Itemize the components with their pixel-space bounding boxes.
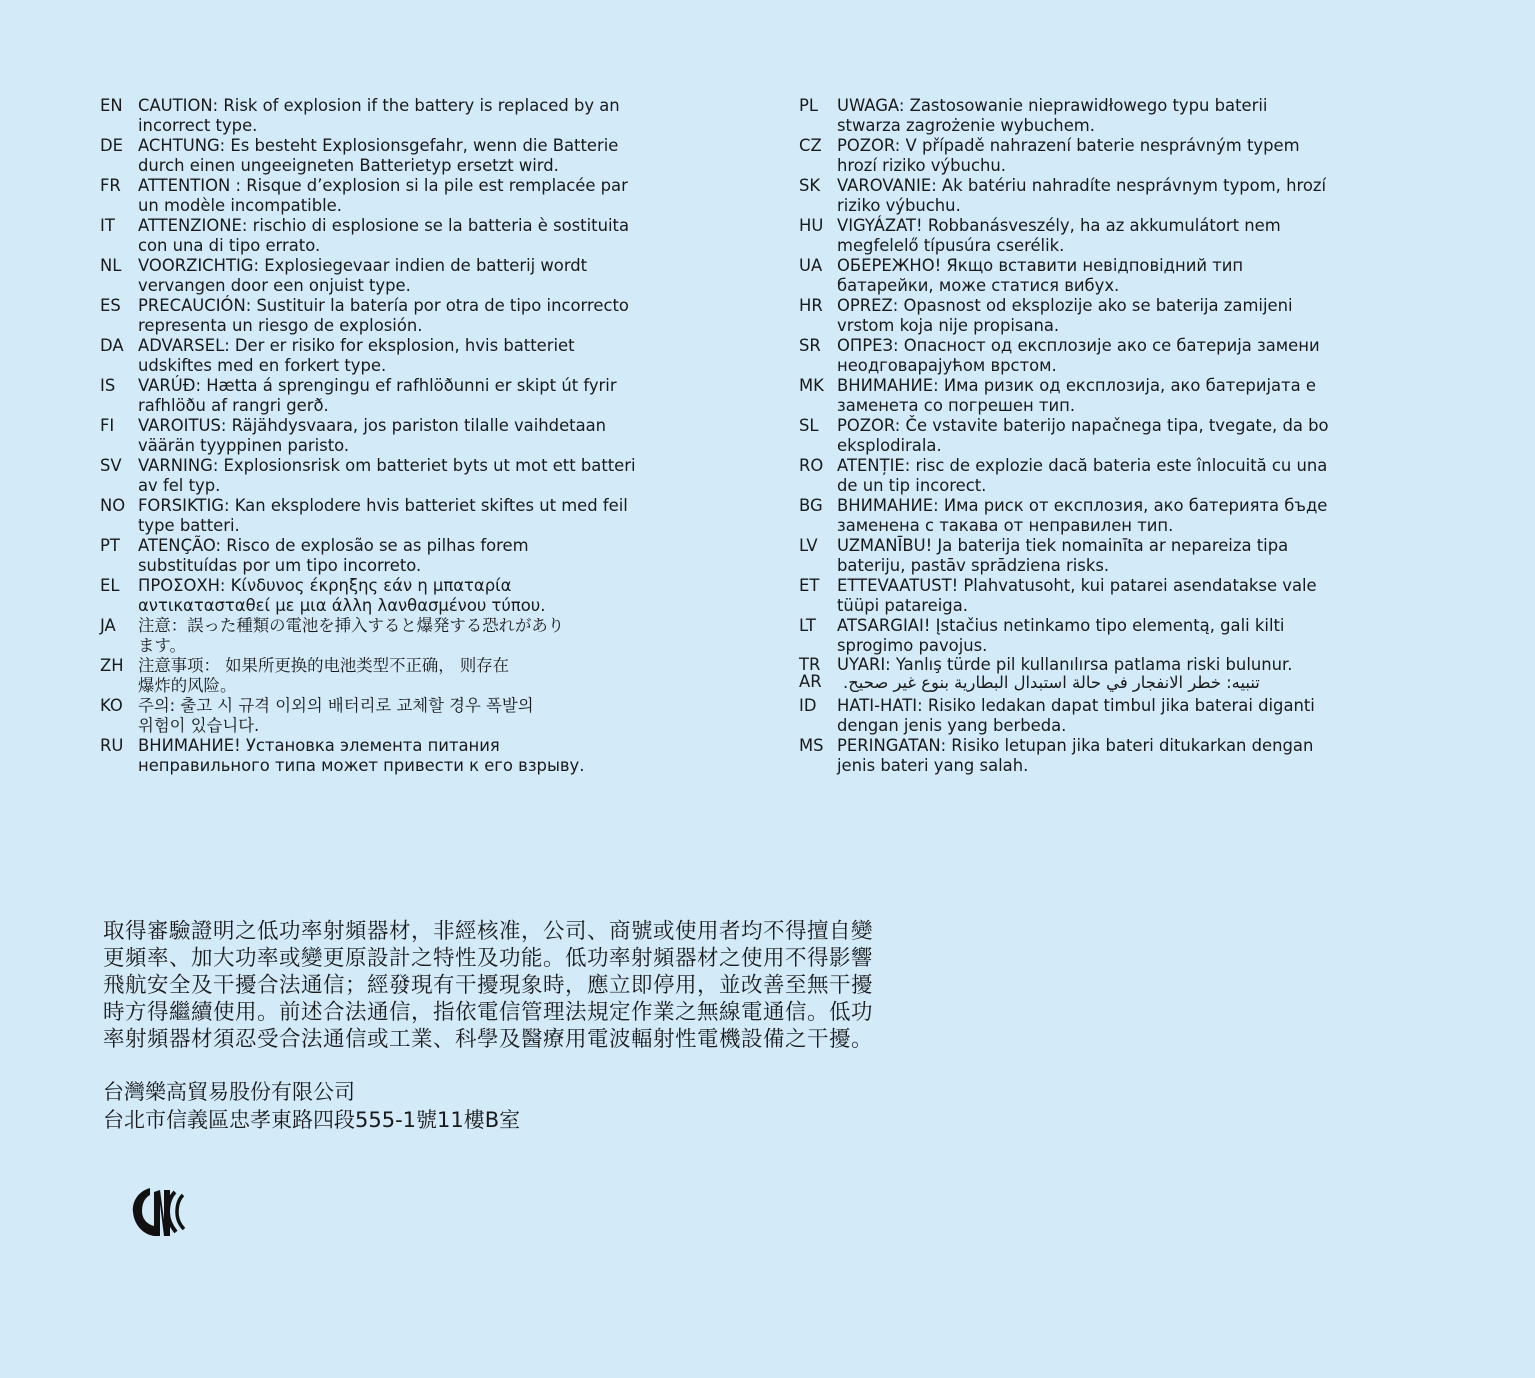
warning-text: VIGYÁZAT! Robbanásveszély, ha az akkumulátort nem megfelelő típusúra cserélik. — [837, 216, 1281, 255]
warning-text: VAROVANIE: Ak batériu nahradíte nesprávnym typom, hrozí riziko výbuchu. — [837, 176, 1327, 215]
company-name: 台灣樂高貿易股份有限公司 — [103, 1080, 355, 1104]
warning-text: ОБЕРЕЖНО! Якщо вставити невідповідний тип батарейки, може статися вибух. — [837, 256, 1244, 295]
lang-code: SR — [799, 336, 821, 355]
lang-code-ar: AR — [799, 672, 822, 691]
warning-pl — [799, 96, 1359, 136]
ncc-notice-line: 率射頻器材須忍受合法通信或工業、科學及醫療用電波輻射性電機設備之干擾。 — [103, 1027, 874, 1052]
warning-sk — [799, 176, 1359, 216]
warning-hu — [799, 216, 1359, 256]
warning-is — [100, 376, 660, 416]
warning-mk — [799, 376, 1359, 416]
warning-text-tr: UYARI: Yanlış türde pil kullanılırsa patlama riski bulunur. — [837, 655, 1293, 674]
lang-code: JA — [100, 616, 116, 635]
warning-text: 주의: 출고 시 규격 이외의 배터리로 교체할 경우 폭발의 위험이 있습니다. — [138, 696, 534, 735]
warnings-left-column — [100, 96, 660, 776]
warning-sv — [100, 456, 660, 496]
warning-et — [799, 576, 1359, 616]
warning-ms — [799, 736, 1359, 776]
lang-code: PT — [100, 536, 120, 555]
lang-code: HU — [799, 216, 824, 235]
warning-hr — [799, 296, 1359, 336]
lang-code: ID — [799, 696, 817, 715]
warning-text: ATTENZIONE: rischio di esplosione se la batteria è sostituita con una di tipo errato. — [138, 216, 630, 255]
company-address: 台北市信義區忠孝東路四段555-1號11樓B室 — [103, 1108, 521, 1132]
warning-nl — [100, 256, 660, 296]
warning-text: ETTEVAATUST! Plahvatusoht, kui patarei asendatakse vale tüüpi patareiga. — [837, 576, 1317, 615]
lang-code: LV — [799, 536, 818, 555]
warning-fr — [100, 176, 660, 216]
warning-text: POZOR: V případě nahrazení baterie nesprávným typem hrozí riziko výbuchu. — [837, 136, 1300, 175]
lang-code: EL — [100, 576, 120, 595]
warning-pt — [100, 536, 660, 576]
lang-code: NL — [100, 256, 122, 275]
warning-bg — [799, 496, 1359, 536]
warning-text-stack — [837, 656, 1359, 692]
warning-text: ВНИМАНИЕ: Има риск от експлозия, ако батерията бъде заменена с такава от неправилен тип. — [837, 496, 1328, 535]
warning-de — [100, 136, 660, 176]
warning-lv — [799, 536, 1359, 576]
lang-code: UA — [799, 256, 823, 275]
ncc-notice — [103, 918, 883, 1053]
warning-fi — [100, 416, 660, 456]
warnings-right-column — [799, 96, 1359, 776]
warning-text: PRECAUCIÓN: Sustituir la batería por otra de tipo incorrecto representa un riesgo de explosión. — [138, 296, 629, 335]
lang-code: ET — [799, 576, 820, 595]
lang-code: SK — [799, 176, 821, 195]
warning-id — [799, 696, 1359, 736]
lang-code: FR — [100, 176, 121, 195]
warning-text: OPREZ: Opasnost od eksplozije ako se baterija zamijeni vrstom koja nije propisana. — [837, 296, 1293, 335]
warning-text: VAROITUS: Räjähdysvaara, jos pariston tilalle vaihdetaan väärän tyyppinen paristo. — [138, 416, 607, 455]
warning-text: ΠΡΟΣΟΧΗ: Κίνδυνος έκρηξης εάν η μπαταρία αντικατασταθεί με μια άλλη λανθασμένου τύπου. — [138, 576, 546, 615]
warning-text: ВНИМАНИЕ: Има ризик од експлозија, ако батеријата е заменета со погрешен тип. — [837, 376, 1316, 415]
warning-text: ADVARSEL: Der er risiko for eksplosion, hvis batteriet udskiftes med en forkert type. — [138, 336, 575, 375]
company-info — [103, 1078, 803, 1134]
warning-text: ОПРЕЗ: Опасност од експлозије ако се батерија замени неодговарајућом врстом. — [837, 336, 1320, 375]
warning-text: UWAGA: Zastosowanie nieprawidłowego typu baterii stwarza zagrożenie wybuchem. — [837, 96, 1268, 135]
ncc-logo-icon — [130, 1180, 190, 1240]
warning-ko — [100, 696, 660, 736]
lang-code: SL — [799, 416, 819, 435]
lang-code: FI — [100, 416, 115, 435]
warning-text: FORSIKTIG: Kan eksplodere hvis batteriet skiftes ut med feil type batteri. — [138, 496, 628, 535]
warning-text: ATTENTION : Risque d’explosion si la pile est remplacée par un modèle incompatible. — [138, 176, 628, 215]
warning-sl — [799, 416, 1359, 456]
lang-code: MS — [799, 736, 824, 755]
warning-text-ar: تنبيه: خطر الانفجار في حالة استبدال البطارية بنوع غير صحيح. — [843, 673, 1260, 692]
lang-code: BG — [799, 496, 823, 515]
warning-text: VOORZICHTIG: Explosiegevaar indien de batterij wordt vervangen door een onjuist type. — [138, 256, 588, 295]
warning-text: ATENȚIE: risc de explozie dacă bateria este înlocuită cu una de un tip incorect. — [837, 456, 1328, 495]
lang-code: PL — [799, 96, 819, 115]
lang-code: EN — [100, 96, 123, 115]
ncc-notice-line: 飛航安全及干擾合法通信；經發現有干擾現象時，應立即停用，並改善至無干擾 — [103, 973, 874, 998]
warning-es — [100, 296, 660, 336]
lang-code: IT — [100, 216, 115, 235]
ncc-notice-line: 時方得繼續使用。前述合法通信，指依電信管理法規定作業之無線電通信。低功 — [103, 1000, 874, 1025]
warning-en — [100, 96, 660, 136]
warning-it — [100, 216, 660, 256]
lang-codes — [799, 656, 837, 690]
warning-text: VARÚÐ: Hætta á sprengingu ef rafhlöðunni er skipt út fyrir rafhlöðu af rangri gerð. — [138, 376, 617, 415]
warning-text: UZMANĪBU! Ja baterija tiek nomainīta ar nepareiza tipa bateriju, pastāv sprādziena risks. — [837, 536, 1289, 575]
warning-text: 注意事项： 如果所更换的电池类型不正确， 则存在 爆炸的风险。 — [138, 656, 510, 695]
lang-code: MK — [799, 376, 824, 395]
warning-el — [100, 576, 660, 616]
warning-lt — [799, 616, 1359, 656]
ncc-notice-line: 取得審驗證明之低功率射頻器材，非經核准，公司、商號或使用者均不得擅自變 — [103, 919, 874, 944]
lang-code: CZ — [799, 136, 822, 155]
warning-text: VARNING: Explosionsrisk om batteriet byts ut mot ett batteri av fel typ. — [138, 456, 636, 495]
warning-ru — [100, 736, 660, 776]
warning-text: ATSARGIAI! Įstačius netinkamo tipo elementą, gali kilti sprogimo pavojus. — [837, 616, 1285, 655]
lang-code: IS — [100, 376, 116, 395]
lang-code-tr: TR — [799, 655, 821, 674]
warning-cz — [799, 136, 1359, 176]
lang-code: KO — [100, 696, 123, 715]
lang-code: RU — [100, 736, 124, 755]
warning-ja — [100, 616, 660, 656]
lang-code: LT — [799, 616, 816, 635]
ncc-notice-line: 更頻率、加大功率或變更原設計之特性及功能。低功率射頻器材之使用不得影響 — [103, 946, 874, 971]
lang-code: DA — [100, 336, 124, 355]
lang-code: NO — [100, 496, 126, 515]
lang-code: ZH — [100, 656, 124, 675]
warning-text: PERINGATAN: Risiko letupan jika bateri ditukarkan dengan jenis bateri yang salah. — [837, 736, 1314, 775]
warning-tr-ar — [799, 656, 1359, 696]
lang-code: RO — [799, 456, 824, 475]
warning-text: 注意：誤った種類の電池を挿入すると爆発する恐れがあり ます。 — [138, 616, 565, 655]
warning-text: CAUTION: Risk of explosion if the battery is replaced by an incorrect type. — [138, 96, 620, 135]
warning-text: POZOR: Če vstavite baterijo napačnega tipa, tvegate, da bo eksplodirala. — [837, 416, 1329, 455]
warning-ro — [799, 456, 1359, 496]
warning-sr — [799, 336, 1359, 376]
warning-no — [100, 496, 660, 536]
warning-text: ВНИМАНИЕ! Установка элемента питания неправильного типа может привести к его взрыву. — [138, 736, 585, 775]
warning-da — [100, 336, 660, 376]
warning-text: HATI-HATI: Risiko ledakan dapat timbul jika baterai diganti dengan jenis yang berbeda. — [837, 696, 1315, 735]
warning-zh — [100, 656, 660, 696]
lang-code: DE — [100, 136, 123, 155]
warning-ua — [799, 256, 1359, 296]
lang-code: ES — [100, 296, 121, 315]
lang-code: HR — [799, 296, 823, 315]
lang-code: SV — [100, 456, 122, 475]
warning-text: ACHTUNG: Es besteht Explosionsgefahr, wenn die Batterie durch einen ungeeigneten Batterietyp ersetzt wird. — [138, 136, 619, 175]
warning-text: ATENÇÃO: Risco de explosão se as pilhas forem substituídas por um tipo incorreto. — [138, 536, 529, 575]
